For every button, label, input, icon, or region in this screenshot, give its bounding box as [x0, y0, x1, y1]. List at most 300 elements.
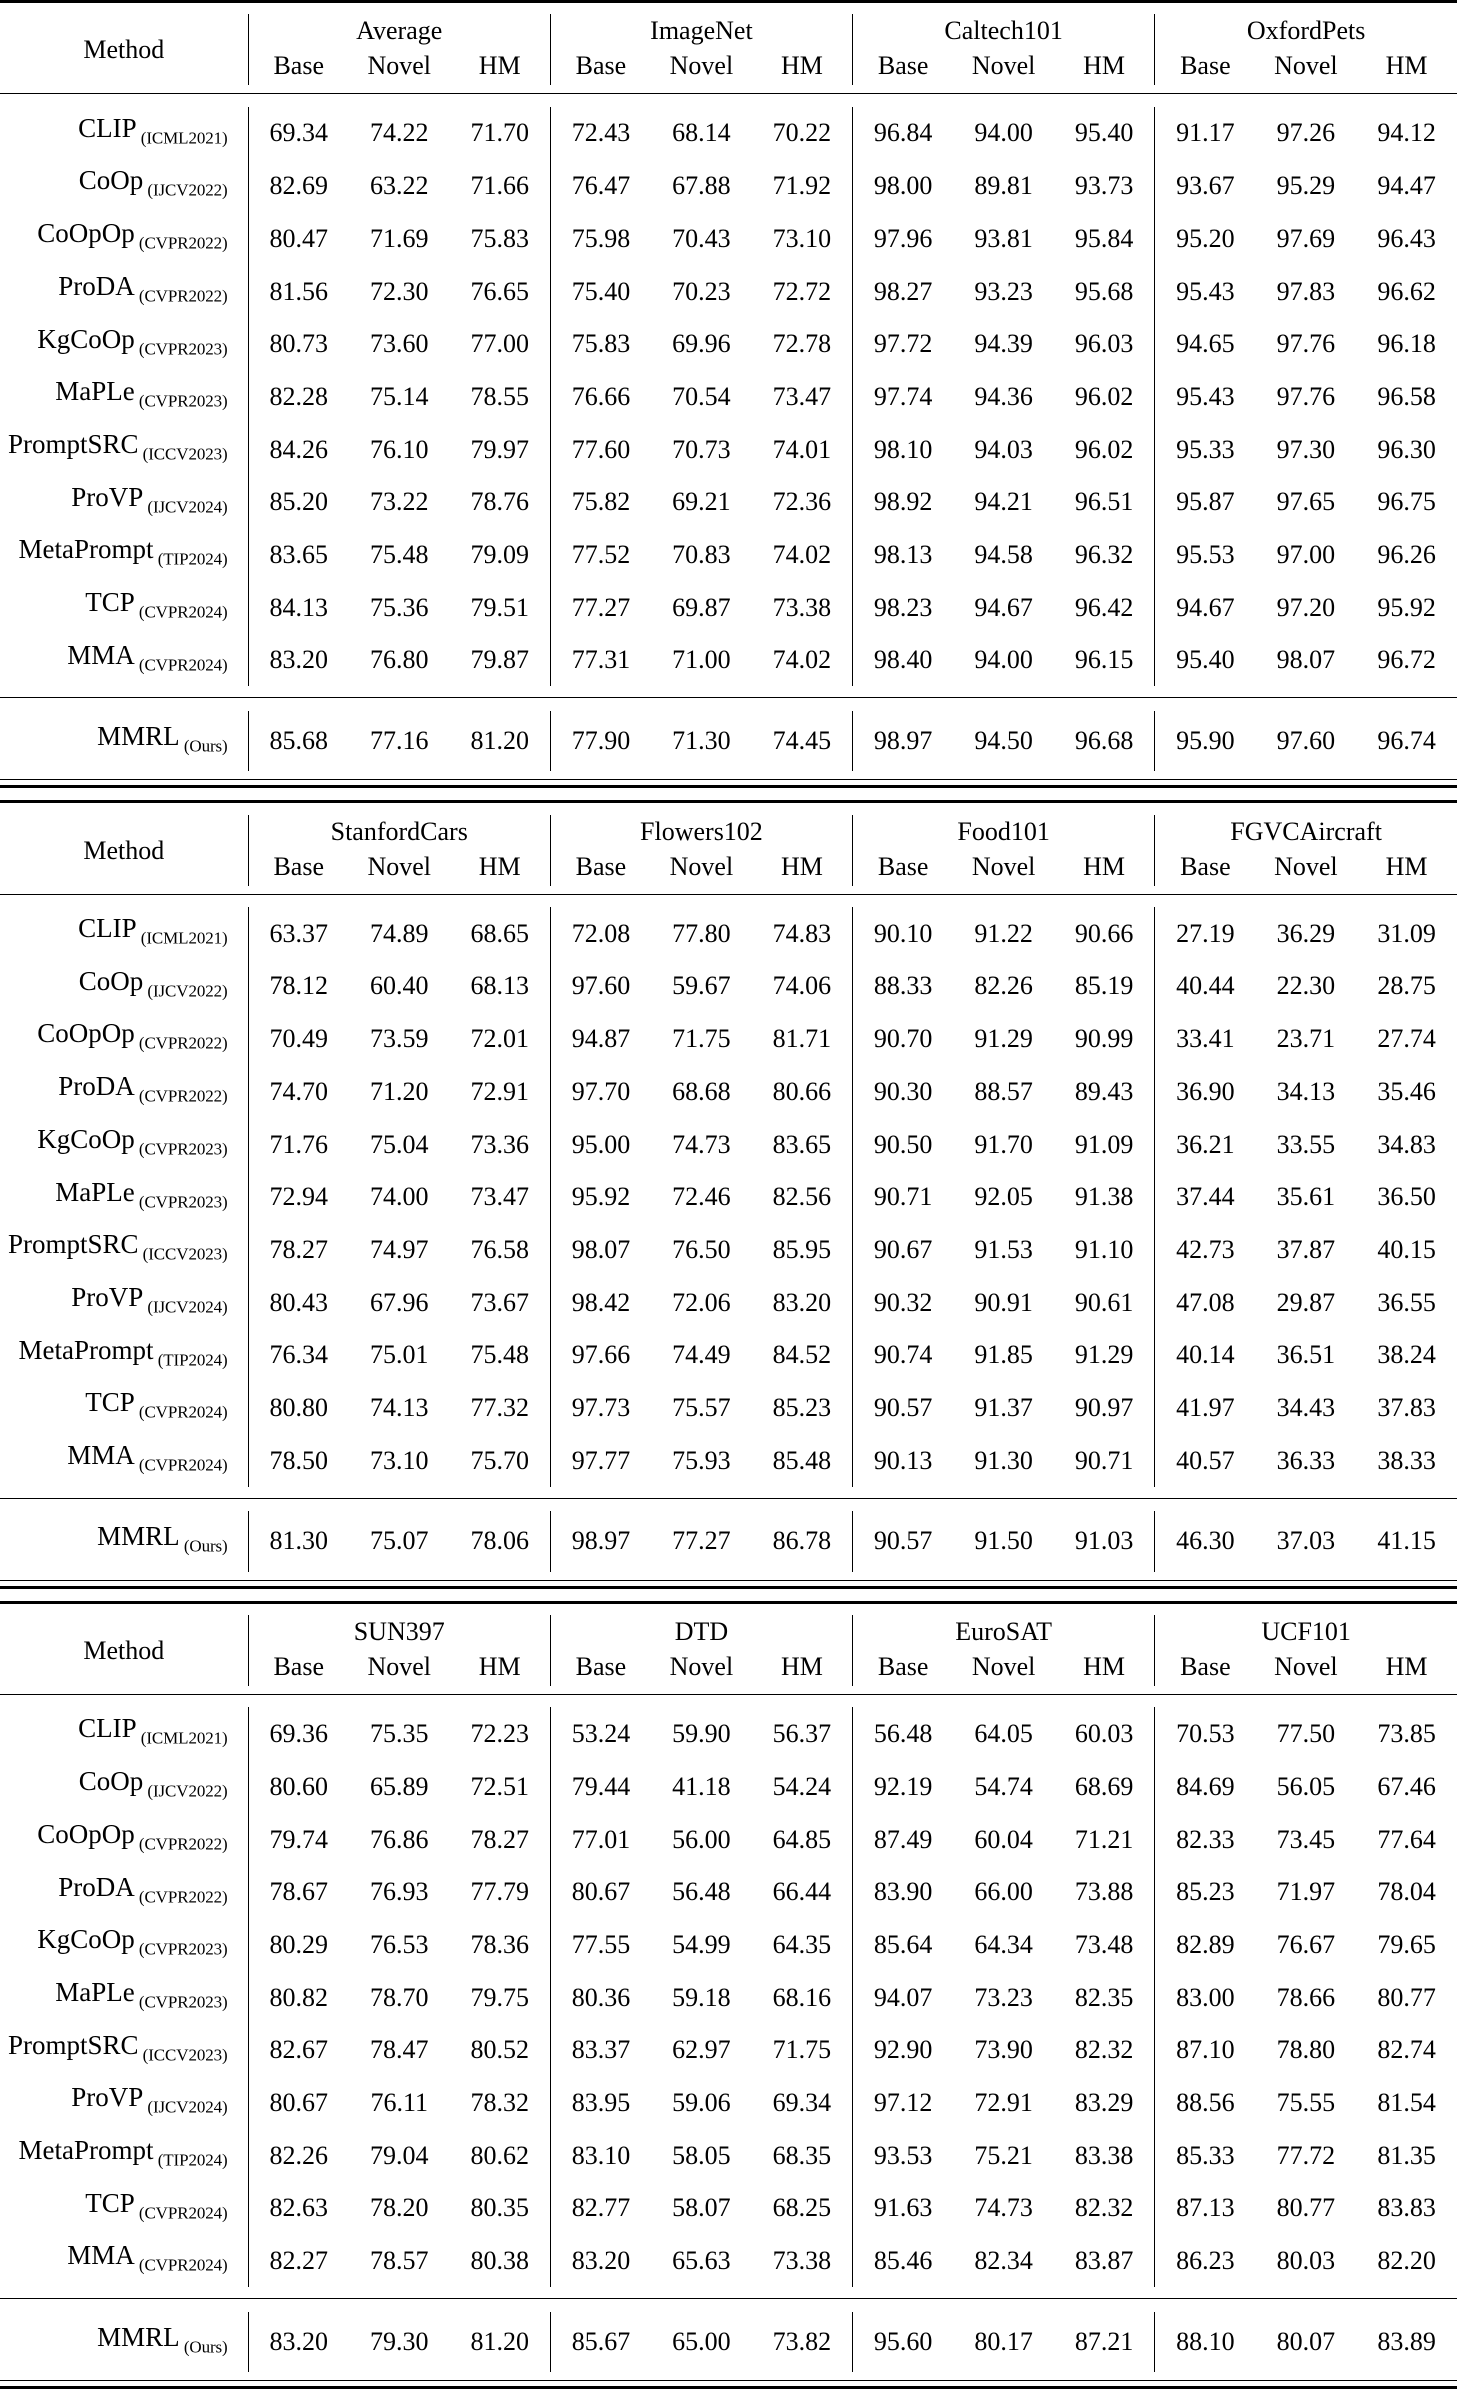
metric-cell: 82.26: [974, 971, 1033, 1001]
method-venue: (Ours): [179, 736, 228, 756]
metric-cell: 72.51: [470, 1771, 529, 1801]
method-name: CLIP: [78, 112, 137, 143]
metric-header-base: Base: [853, 47, 954, 85]
metric-cell: 79.30: [369, 2326, 429, 2356]
method-name: MMRL: [97, 720, 180, 751]
spacer: [0, 771, 1457, 780]
spacer-cell: [0, 1572, 1457, 1581]
metric-header-hm: HM: [780, 1651, 823, 1681]
metric-cell: 74.02: [772, 539, 832, 569]
table-row-ours: [0, 711, 1457, 771]
metric-cell: 83.95: [550, 2076, 651, 2129]
horizontal-rule: [0, 1580, 1457, 1587]
method-name-cell: [0, 1707, 248, 1760]
metric-cell: 74.70: [248, 1065, 349, 1118]
metric-cell: 95.43: [1155, 265, 1256, 318]
metric-cell: 75.14: [369, 381, 429, 411]
metric-cell: 95.92: [1377, 592, 1436, 622]
metric-cell: 71.97: [1276, 1877, 1336, 1907]
method-name-cell-ours: [0, 1511, 248, 1571]
metric-cell: 60.03: [1074, 1719, 1134, 1749]
results-table: [0, 800, 1457, 1588]
metric-cell: 66.44: [772, 1877, 832, 1907]
metric-cell: 76.66: [550, 370, 651, 423]
spacer: [0, 1500, 1457, 1511]
method-venue: (IJCV2024): [143, 496, 228, 516]
metric-cell: 34.43: [1276, 1392, 1336, 1422]
method-name-cell: [0, 107, 248, 160]
metric-cell: 97.20: [1276, 592, 1336, 622]
metric-cell: 98.00: [853, 159, 954, 212]
metric-cell: 77.55: [550, 1918, 651, 1971]
metric-header-base: Base: [248, 47, 349, 85]
metric-cell: 80.03: [1276, 2246, 1336, 2275]
metric-cell: 97.83: [1276, 276, 1336, 306]
metric-cell: 66.00: [974, 1877, 1033, 1907]
method-name: MaPLe: [55, 1976, 135, 2007]
metric-cell: 98.10: [853, 423, 954, 476]
spacer-cell: [0, 896, 1457, 907]
method-name-cell: [0, 1276, 248, 1329]
metric-cell: 73.47: [772, 381, 832, 411]
method-name: MaPLe: [55, 1176, 135, 1207]
metric-cell: 85.68: [248, 711, 349, 771]
metric-cell: 77.27: [550, 581, 651, 634]
metric-header-novel: Novel: [669, 851, 734, 881]
metric-cell: 73.88: [1074, 1877, 1134, 1907]
metric-cell: 97.72: [853, 318, 954, 371]
metric-cell: 36.21: [1155, 1118, 1256, 1171]
metric-cell: 96.84: [853, 107, 954, 160]
method-name-cell: [0, 634, 248, 687]
table-row: [0, 2024, 1457, 2077]
method-venue: (ICML2021): [136, 1728, 228, 1748]
metric-header-hm: HM: [1385, 51, 1428, 81]
method-name: MMA: [67, 639, 135, 670]
metric-cell: 85.46: [853, 2234, 954, 2287]
metric-cell: 95.68: [1074, 276, 1134, 306]
method-name: ProVP: [71, 2082, 144, 2113]
table-bottom-rule: [0, 2380, 1457, 2387]
metric-cell: 82.74: [1377, 2035, 1436, 2065]
method-column-header: Method: [83, 35, 165, 65]
metric-cell: 75.93: [672, 1445, 731, 1475]
metric-cell: 68.68: [672, 1076, 731, 1106]
metric-cell: 83.90: [853, 1866, 954, 1919]
metric-cell: 74.73: [672, 1129, 731, 1159]
method-name-cell: [0, 907, 248, 960]
table-row: [0, 318, 1457, 371]
metric-cell: 80.43: [248, 1276, 349, 1329]
metric-cell: 56.37: [772, 1719, 832, 1749]
table-row: [0, 1971, 1457, 2024]
metric-cell: 90.66: [1074, 918, 1134, 948]
metric-cell: 96.30: [1377, 434, 1436, 464]
method-venue: (CVPR2023): [134, 1139, 228, 1159]
metric-cell: 65.63: [672, 2246, 731, 2275]
metric-cell: 97.00: [1276, 539, 1336, 569]
metric-cell: 94.00: [974, 645, 1033, 675]
metric-cell: 73.45: [1276, 1824, 1336, 1854]
metric-cell: 74.13: [369, 1392, 429, 1422]
table-row: [0, 1012, 1457, 1065]
metric-cell: 89.81: [974, 171, 1033, 201]
metric-cell: 97.73: [550, 1381, 651, 1434]
metric-cell: 96.58: [1377, 381, 1436, 411]
metric-cell: 92.90: [853, 2024, 954, 2077]
metric-cell: 40.44: [1155, 960, 1256, 1013]
method-name-cell: [0, 2024, 248, 2077]
metric-cell: 85.64: [853, 1918, 954, 1971]
metric-cell: 84.13: [248, 581, 349, 634]
spacer: [0, 96, 1457, 107]
metric-cell: 96.02: [1074, 381, 1134, 411]
metric-cell: 34.13: [1276, 1076, 1336, 1106]
metric-cell: 96.68: [1074, 726, 1134, 756]
method-name-cell: [0, 1760, 248, 1813]
spacer: [0, 2301, 1457, 2312]
metric-cell: 80.47: [248, 212, 349, 265]
metric-cell: 80.73: [248, 318, 349, 371]
metric-cell: 91.03: [1074, 1526, 1134, 1556]
metric-cell: 59.67: [672, 971, 731, 1001]
metric-cell: 70.49: [248, 1012, 349, 1065]
metric-cell: 83.38: [1074, 2140, 1134, 2170]
metric-cell: 90.67: [853, 1223, 954, 1276]
metric-cell: 59.18: [672, 1982, 731, 2012]
method-name: MetaPrompt: [18, 2134, 154, 2165]
spacer-cell: [0, 1696, 1457, 1707]
metric-cell: 97.65: [1276, 487, 1336, 517]
metric-cell: 77.01: [550, 1813, 651, 1866]
metric-cell: 75.83: [550, 318, 651, 371]
metric-cell: 73.23: [974, 1982, 1033, 2012]
metric-cell: 36.29: [1276, 918, 1336, 948]
metric-cell: 98.23: [853, 581, 954, 634]
metric-cell: 54.24: [772, 1771, 832, 1801]
metric-cell: 60.40: [369, 971, 429, 1001]
metric-cell: 73.67: [470, 1287, 529, 1317]
metric-cell: 91.70: [974, 1129, 1033, 1159]
metric-cell: 78.66: [1276, 1982, 1336, 2012]
metric-cell: 84.26: [248, 423, 349, 476]
metric-cell: 71.70: [470, 118, 529, 148]
metric-header-base: Base: [1155, 848, 1256, 886]
dataset-group-header-average: Average: [248, 14, 550, 47]
method-name: MMA: [67, 1439, 135, 1470]
metric-cell: 95.00: [550, 1118, 651, 1171]
spacer: [0, 2372, 1457, 2381]
metric-cell: 82.63: [248, 2182, 349, 2235]
metric-cell: 97.12: [853, 2076, 954, 2129]
metric-cell: 94.47: [1377, 171, 1436, 201]
method-name-cell: [0, 1118, 248, 1171]
metric-cell: 78.27: [470, 1824, 529, 1854]
metric-cell: 84.52: [772, 1340, 832, 1370]
table-row: [0, 1329, 1457, 1382]
table-row: [0, 1813, 1457, 1866]
metric-cell: 62.97: [672, 2035, 731, 2065]
metric-cell: 92.05: [974, 1182, 1033, 1212]
table-row: [0, 1223, 1457, 1276]
metric-cell: 90.71: [1074, 1445, 1134, 1475]
metric-cell: 75.82: [550, 476, 651, 529]
metric-cell: 94.67: [1155, 581, 1256, 634]
metric-cell: 98.07: [1276, 645, 1336, 675]
method-name: MetaPrompt: [18, 1334, 154, 1365]
metric-header-novel: Novel: [367, 1651, 431, 1681]
metric-cell: 80.77: [1377, 1982, 1436, 2012]
metric-cell: 78.67: [248, 1866, 349, 1919]
metric-cell: 28.75: [1377, 971, 1436, 1001]
spacer: [0, 807, 1457, 815]
metric-cell: 73.10: [369, 1445, 429, 1475]
metric-cell: 74.83: [772, 918, 832, 948]
metric-cell: 94.58: [974, 539, 1033, 569]
metric-cell: 71.00: [672, 645, 731, 675]
metric-cell: 78.55: [470, 381, 529, 411]
table-block: [0, 1601, 1457, 2389]
metric-cell: 31.09: [1377, 918, 1436, 948]
metric-cell: 86.23: [1155, 2234, 1256, 2287]
dataset-group-header-oxfordpets: OxfordPets: [1155, 14, 1457, 47]
metric-cell: 41.18: [672, 1771, 731, 1801]
metric-cell: 96.72: [1377, 645, 1436, 675]
metric-cell: 81.30: [248, 1511, 349, 1571]
metric-cell: 36.51: [1276, 1340, 1336, 1370]
metric-cell: 72.30: [369, 276, 429, 306]
method-name: PromptSRC: [7, 428, 139, 459]
metric-cell: 98.27: [853, 265, 954, 318]
metric-cell: 78.36: [470, 1929, 529, 1959]
metric-cell: 83.83: [1377, 2193, 1436, 2223]
metric-header-novel: Novel: [971, 51, 1036, 81]
metric-cell: 82.35: [1074, 1982, 1134, 2012]
metric-cell: 74.22: [369, 118, 429, 148]
table-row: [0, 2129, 1457, 2182]
metric-header-novel: Novel: [367, 851, 431, 881]
method-venue: (CVPR2023): [134, 1939, 228, 1959]
method-venue: (TIP2024): [153, 1350, 228, 1369]
metric-header-base: Base: [550, 47, 651, 85]
metric-cell: 88.33: [853, 960, 954, 1013]
metric-cell: 91.09: [1074, 1129, 1134, 1159]
metric-header-base: Base: [550, 1648, 651, 1686]
metric-cell: 90.74: [853, 1329, 954, 1382]
table-row: [0, 581, 1457, 634]
table-row: [0, 634, 1457, 687]
metric-cell: 78.76: [470, 487, 529, 517]
table-row: [0, 1276, 1457, 1329]
method-name-cell-ours: [0, 711, 248, 771]
metric-cell: 91.63: [853, 2182, 954, 2235]
metric-cell: 77.79: [470, 1877, 529, 1907]
method-name: MaPLe: [55, 376, 135, 407]
metric-cell: 95.20: [1155, 212, 1256, 265]
metric-cell: 75.40: [550, 265, 651, 318]
method-name: CoOp: [78, 165, 144, 196]
table-row: [0, 1381, 1457, 1434]
metric-cell: 77.31: [550, 634, 651, 687]
method-name-cell-ours: [0, 2312, 248, 2372]
metric-cell: 76.58: [470, 1234, 529, 1264]
method-venue: (TIP2024): [153, 549, 228, 569]
metric-header-novel: Novel: [971, 851, 1036, 881]
metric-cell: 80.29: [248, 1918, 349, 1971]
metric-header-hm: HM: [1083, 1651, 1126, 1681]
metric-cell: 80.07: [1276, 2326, 1336, 2356]
metric-cell: 94.03: [974, 434, 1033, 464]
metric-cell: 37.87: [1276, 1234, 1336, 1264]
method-venue: (CVPR2024): [134, 2203, 228, 2223]
metric-cell: 72.23: [470, 1719, 529, 1749]
metric-header-novel: Novel: [669, 51, 734, 81]
method-name-cell: [0, 318, 248, 371]
metric-cell: 82.34: [974, 2246, 1033, 2275]
metric-cell: 77.52: [550, 528, 651, 581]
method-venue: (ICCV2023): [138, 1244, 228, 1264]
metric-cell: 70.83: [672, 539, 731, 569]
metric-cell: 77.80: [672, 918, 731, 948]
metric-cell: 90.91: [974, 1287, 1033, 1317]
metric-cell: 97.77: [550, 1434, 651, 1487]
metric-cell: 85.48: [772, 1445, 832, 1475]
metric-cell: 95.84: [1074, 223, 1134, 253]
metric-cell: 97.60: [1276, 726, 1336, 756]
metric-cell: 63.22: [369, 171, 429, 201]
table-bottom-rule: [0, 1580, 1457, 1587]
table-row: [0, 476, 1457, 529]
method-name: ProVP: [71, 481, 144, 512]
metric-cell: 56.05: [1276, 1771, 1336, 1801]
metric-cell: 93.67: [1155, 159, 1256, 212]
metric-cell: 83.10: [550, 2129, 651, 2182]
metric-cell: 91.53: [974, 1234, 1033, 1264]
metric-cell: 77.50: [1276, 1719, 1336, 1749]
metric-cell: 34.83: [1377, 1129, 1436, 1159]
metric-cell: 94.07: [853, 1971, 954, 2024]
metric-cell: 60.04: [974, 1824, 1033, 1854]
metric-cell: 95.60: [853, 2312, 954, 2372]
method-venue: (CVPR2022): [134, 1834, 228, 1854]
metric-cell: 90.71: [853, 1171, 954, 1224]
metric-cell: 95.33: [1155, 423, 1256, 476]
metric-cell: 85.19: [1074, 971, 1134, 1001]
metric-header-base: Base: [853, 848, 954, 886]
metric-cell: 83.20: [248, 2312, 349, 2372]
metric-cell: 78.32: [470, 2087, 529, 2117]
metric-cell: 83.20: [550, 2234, 651, 2287]
metric-cell: 64.34: [974, 1929, 1033, 1959]
metric-cell: 73.36: [470, 1129, 529, 1159]
method-name-cell: [0, 1971, 248, 2024]
metric-cell: 73.47: [470, 1182, 529, 1212]
metric-cell: 94.67: [974, 592, 1033, 622]
method-name: CoOpOp: [37, 1018, 135, 1049]
metric-cell: 70.43: [672, 223, 731, 253]
method-venue: (CVPR2023): [134, 1992, 228, 2012]
method-name: MMA: [67, 2240, 135, 2271]
metric-cell: 85.20: [248, 476, 349, 529]
method-name-cell: [0, 1065, 248, 1118]
metric-header-hm: HM: [478, 1651, 521, 1681]
spacer-cell: [0, 2301, 1457, 2312]
metric-header-novel: Novel: [1274, 51, 1338, 81]
method-name: PromptSRC: [7, 1229, 139, 1260]
spacer-cell: [0, 886, 1457, 895]
metric-cell: 83.20: [772, 1287, 832, 1317]
metric-cell: 83.20: [248, 634, 349, 687]
metric-cell: 76.65: [470, 276, 529, 306]
table-row: [0, 960, 1457, 1013]
metric-cell: 87.49: [853, 1813, 954, 1866]
metric-header-hm: HM: [1083, 851, 1126, 881]
metric-cell: 80.66: [772, 1076, 832, 1106]
metric-cell: 36.90: [1155, 1065, 1256, 1118]
dataset-group-header-sun397: SUN397: [248, 1615, 550, 1648]
metric-cell: 54.74: [974, 1771, 1033, 1801]
table-row: [0, 1760, 1457, 1813]
metric-cell: 47.08: [1155, 1276, 1256, 1329]
metric-cell: 96.75: [1377, 487, 1436, 517]
method-name-cell: [0, 528, 248, 581]
metric-cell: 90.57: [853, 1511, 954, 1571]
metric-cell: 96.74: [1377, 726, 1436, 756]
table-row: [0, 1118, 1457, 1171]
metric-cell: 37.44: [1155, 1171, 1256, 1224]
method-venue: (ICCV2023): [138, 2044, 228, 2064]
metric-cell: 95.40: [1074, 118, 1134, 148]
metric-cell: 64.85: [772, 1824, 832, 1854]
metric-cell: 80.36: [550, 1971, 651, 2024]
metric-cell: 82.33: [1155, 1813, 1256, 1866]
metric-cell: 78.50: [248, 1434, 349, 1487]
metric-header-hm: HM: [478, 51, 521, 81]
metric-cell: 74.49: [672, 1340, 731, 1370]
method-name-cell: [0, 423, 248, 476]
metric-cell: 92.19: [853, 1760, 954, 1813]
metric-cell: 69.96: [672, 329, 731, 359]
method-venue: (CVPR2022): [134, 1886, 228, 1906]
dataset-group-header-stanfordcars: StanfordCars: [248, 815, 550, 848]
metric-cell: 95.92: [550, 1171, 651, 1224]
metric-cell: 36.50: [1377, 1182, 1436, 1212]
metric-cell: 83.37: [550, 2024, 651, 2077]
dataset-group-header-food101: Food101: [853, 815, 1155, 848]
method-name-cell: [0, 1171, 248, 1224]
spacer-cell: [0, 1487, 1457, 1499]
metric-cell: 70.54: [672, 381, 731, 411]
metric-cell: 97.69: [1276, 223, 1336, 253]
metric-cell: 74.02: [772, 645, 832, 675]
table-row-ours: [0, 2312, 1457, 2372]
metric-cell: 72.08: [550, 907, 651, 960]
method-venue: (Ours): [179, 1536, 228, 1556]
metric-cell: 78.20: [369, 2193, 429, 2223]
metric-cell: 72.94: [248, 1171, 349, 1224]
metric-cell: 97.74: [853, 370, 954, 423]
metric-header-hm: HM: [1385, 851, 1428, 881]
metric-cell: 82.28: [248, 370, 349, 423]
metric-cell: 80.67: [550, 1866, 651, 1919]
metric-cell: 73.59: [369, 1024, 429, 1054]
metric-cell: 35.61: [1276, 1182, 1336, 1212]
metric-cell: 91.85: [974, 1340, 1033, 1370]
method-name: TCP: [85, 1387, 135, 1418]
method-venue: (CVPR2024): [134, 602, 228, 622]
metric-cell: 75.04: [369, 1129, 429, 1159]
metric-cell: 96.03: [1074, 329, 1134, 359]
